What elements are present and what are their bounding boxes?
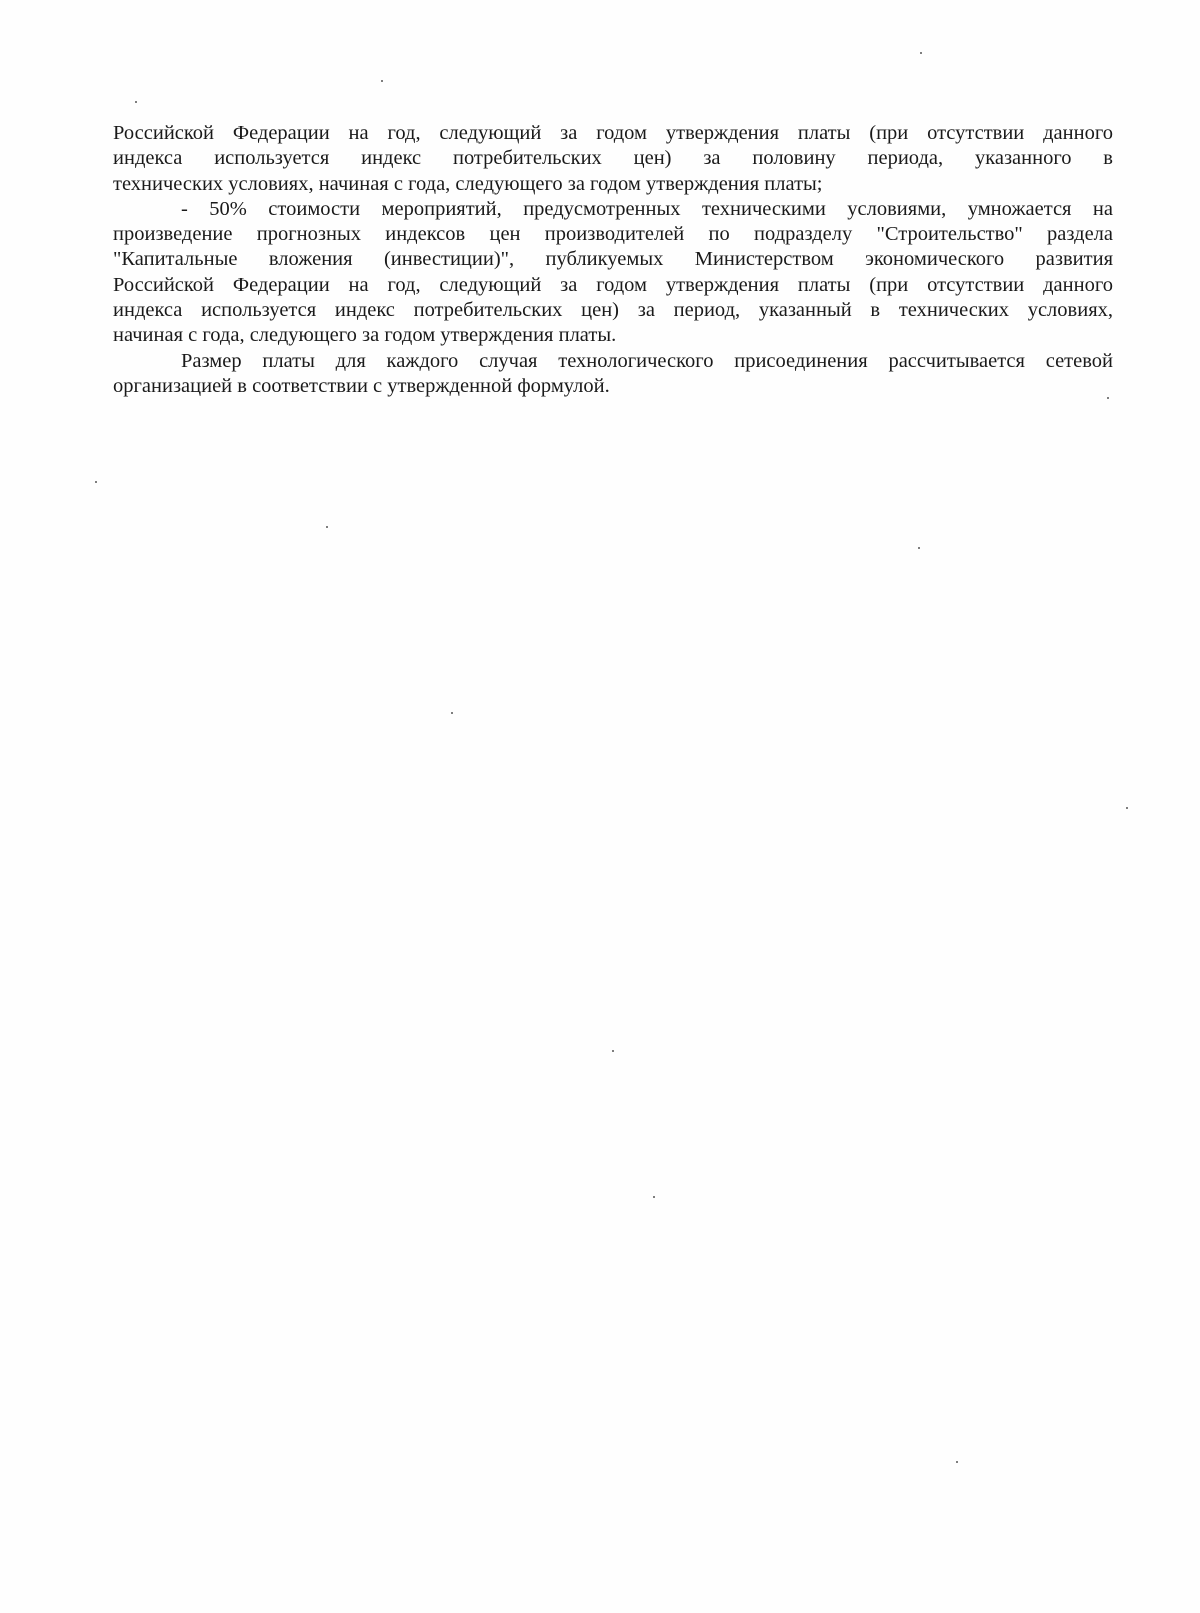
scan-speck: [612, 1050, 614, 1052]
text-line: Российской Федерации на год, следующий за годом утверждения платы (при отсутствии данного: [113, 273, 1113, 296]
scan-speck: [918, 547, 920, 549]
text-line: индекса используется индекс потребительских цен) за половину периода, указанного в: [113, 147, 1113, 170]
scan-speck: [653, 1196, 655, 1198]
scan-speck: [451, 712, 453, 714]
scan-speck: [1107, 397, 1109, 399]
paragraph-fifty-percent: [113, 197, 1113, 349]
scan-speck: [381, 80, 383, 82]
scan-speck: [95, 481, 97, 483]
scan-speck: [326, 526, 328, 528]
scan-speck: [135, 101, 137, 103]
text-line: организацией в соответствии с утвержденной формулой.: [113, 374, 610, 397]
paragraph-index-continuation: [113, 121, 1113, 197]
text-line: начиная с года, следующего за годом утверждения платы.: [113, 324, 617, 347]
text-line: "Капитальные вложения (инвестиции)", публикуемых Министерством экономического развития: [113, 248, 1113, 271]
text-line: Размер платы для каждого случая технологического присоединения рассчитывается сетевой: [181, 349, 1113, 372]
text-line: произведение прогнозных индексов цен производителей по подразделу "Строительство" раздела: [113, 223, 1113, 246]
text-line: - 50% стоимости мероприятий, предусмотренных техническими условиями, умножается на: [181, 197, 1113, 220]
text-line: Российской Федерации на год, следующий за годом утверждения платы (при отсутствии данного: [113, 122, 1113, 144]
text-line: технических условиях, начиная с года, следующего за годом утверждения платы;: [113, 172, 823, 195]
paragraph-fee-size: [113, 349, 1113, 400]
document-body: [113, 121, 1113, 399]
scan-speck: [956, 1461, 958, 1463]
scan-speck: [920, 52, 922, 54]
scan-speck: [1126, 807, 1128, 809]
text-line: индекса используется индекс потребительских цен) за период, указанный в технических условиях,: [113, 299, 1113, 322]
